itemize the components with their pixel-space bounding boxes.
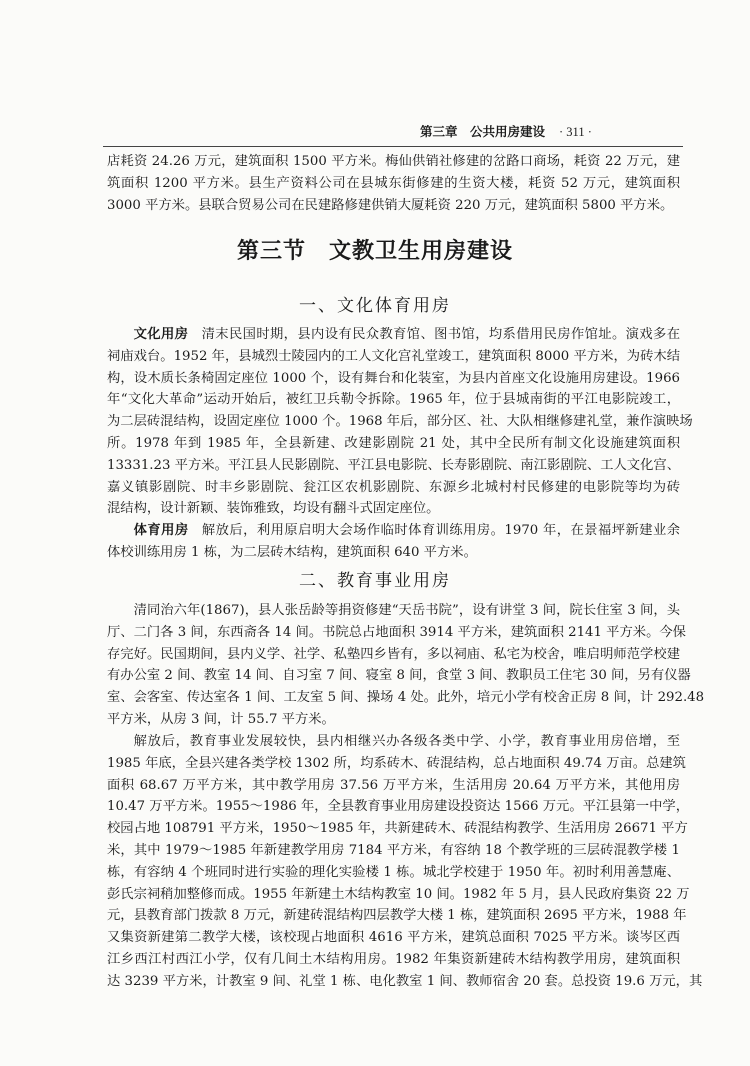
line-text: 元，县教育部门拨款 8 万元，新建砖混结构四层教学大楼 1 栋，建筑面积 2695 平方米，1988 年 — [107, 908, 687, 924]
chapter-title: 第三章 公共用房建设 — [420, 124, 546, 139]
text-line — [107, 709, 680, 731]
line-text: 又集资新建第二教学大楼，该校现占地面积 4616 平方米，建筑总面积 7025 平方米。谈岑区西 — [107, 930, 680, 946]
paragraph-lead: 体育用房 — [133, 523, 189, 538]
text-line — [107, 346, 680, 368]
text-line — [107, 195, 680, 217]
line-text: 存完好。民国期间，县内义学、社学、私塾四乡皆有，多以祠庙、私宅为校舍，唯启明师范学校建 — [107, 646, 680, 662]
paragraph — [107, 520, 680, 564]
text-line — [107, 173, 680, 195]
text-line — [107, 600, 680, 622]
text-line — [107, 971, 703, 993]
text-line — [107, 455, 680, 477]
line-text: 江乡西江村西江小学，仅有几间土木结构用房。1982 年集资新建砖木结构教学用房，建筑面积 — [107, 951, 680, 967]
line-text: 筑面积 1200 平方米。县生产资料公司在县城东街修建的生资大楼，耗资 52 万元，建筑面积 — [107, 175, 680, 191]
line-text: 3000 平方米。县联合贸易公司在民建路修建供销大厦耗资 220 万元，建筑面积 5800 平方米。 — [107, 197, 674, 213]
text-line — [107, 687, 705, 709]
paragraph — [107, 324, 693, 520]
line-text: 栋，有容纳 4 个班同时进行实验的理化实验楼 1 栋。城北学校建于 1950 年。初时利用善慧庵、 — [107, 864, 680, 880]
text-line — [107, 753, 686, 775]
line-text: 解放后，利用原启明大会场作临时体育训练用房。1970 年，在景福坪新建业余 — [201, 523, 680, 538]
line-text: 10.47 万平方米。1955～1986 年，全县教育事业用房建设投资达 1566 万元。平江县第一中学， — [107, 799, 689, 815]
line-text: 体校训练用房 1 栋，为二层砖木结构，建筑面积 640 平方米。 — [107, 544, 477, 560]
page-number: · 311 · — [559, 125, 592, 139]
line-text: 厅、二门各 3 间，东西斋各 14 间。书院总占地面积 3914 平方米，建筑面积 2141 平方米。今保 — [107, 624, 686, 640]
text-line — [107, 862, 680, 884]
text-line — [107, 433, 680, 455]
line-text: 面积 68.67 万平方米，其中教学用房 37.56 万平方米，生活用房 20.64 万平方米，其他用房 — [107, 777, 680, 793]
line-text: 有办公室 2 间、教室 14 间、自习室 7 间、寝室 8 间，食堂 3 间、教职员工住宅 30 间，另有仪器 — [107, 668, 691, 684]
line-text: 彭氏宗祠稍加整修而成。1955 年新建土木结构教室 10 间。1982 年 5 月，县人民政府集资 22 万 — [107, 886, 690, 902]
line-text: 13331.23 平方米。平江县人民影剧院、平江县电影院、长寿影剧院、南江影剧院、工人文化宫、 — [107, 457, 680, 473]
text-line — [107, 411, 693, 433]
running-header — [420, 122, 680, 140]
text-line — [107, 520, 680, 542]
text-line — [107, 905, 687, 927]
paragraph — [107, 151, 680, 216]
text-line — [107, 151, 680, 173]
text-line — [107, 477, 680, 499]
line-text: 年“文化大革命”运动开始后，被红卫兵勒令拆除。1965 年，位于县城南街的平江电影院竣工， — [107, 392, 680, 408]
paragraph — [107, 600, 705, 731]
text-line — [107, 927, 680, 949]
line-text: 混结构，设计新颖、装饰雅致，均设有翻斗式固定座位。 — [107, 501, 440, 517]
subsection-heading: 二、教育事业用房 — [299, 571, 451, 591]
text-line — [107, 884, 690, 906]
line-text: 校园占地 108791 平方米，1950～1985 年，共新建砖木、砖混结构教学、生活用房 26671 平方 — [107, 821, 688, 837]
line-text: 店耗资 24.26 万元，建筑面积 1500 平方米。梅仙供销社修建的岔路口商场，耗资 22 万元，建 — [107, 154, 680, 169]
line-text: 祠庙戏台。1952 年，县城烈士陵园内的工人文化宫礼堂竣工，建筑面积 8000 平方米，为砖木结 — [107, 348, 680, 364]
text-line — [107, 818, 688, 840]
line-text: 为二层砖混结构，设固定座位 1000 个。1968 年后，部分区、社、大队相继修建礼堂，兼作演映场 — [107, 414, 693, 430]
line-text: 达 3239 平方米，计教室 9 间、礼堂 1 栋、电化教室 1 间、教师宿舍 20 套。总投资 19.6 万元，其 — [107, 973, 703, 989]
line-text: 平方米，从房 3 间，计 55.7 平方米。 — [107, 711, 335, 727]
paragraph-lead: 文化用房 — [133, 327, 189, 342]
text-line — [107, 542, 680, 564]
text-line — [107, 622, 686, 644]
line-text: 清同治六年(1867)，县人张岳龄等捐资修建“天岳书院”，设有讲堂 3 间，院长住室 3 间，头 — [133, 603, 680, 618]
text-line — [107, 644, 680, 666]
text-line — [107, 775, 680, 797]
line-text: 1985 年底，全县兴建各类学校 1302 所，均系砖木、砖混结构，总占地面积 49.74 万亩。总建筑 — [107, 755, 686, 771]
paragraph — [107, 731, 703, 993]
text-line — [107, 389, 680, 411]
line-text: 所。1978 年到 1985 年，全县新建、改建影剧院 21 处，其中全民所有制文化设施建筑面积 — [107, 435, 680, 451]
text-line — [107, 840, 680, 862]
line-text: 米，其中 1979～1985 年新建教学用房 7184 平方米，有容纳 18 个教学班的三层砖混教学楼 1 — [107, 842, 680, 858]
line-text: 清末民国时期，县内设有民众教育馆、图书馆，均系借用民房作馆址。演戏多在 — [201, 327, 681, 342]
text-line — [107, 731, 680, 753]
line-text: 构，设木质长条椅固定座位 1000 个，设有舞台和化装室，为县内首座文化设施用房建设。1966 — [107, 370, 680, 386]
text-line — [107, 498, 680, 520]
text-line — [107, 324, 680, 346]
text-line — [107, 665, 691, 687]
text-line — [107, 796, 689, 818]
text-line — [107, 368, 680, 390]
line-text: 嘉义镇影剧院、时丰乡影剧院、瓮江区农机影剧院、东源乡北城村村民修建的电影院等均为砖 — [107, 479, 680, 495]
line-text: 解放后，教育事业发展较快，县内相继兴办各级各类中学、小学，教育事业用房倍增，至 — [133, 734, 680, 749]
text-line — [107, 949, 680, 971]
line-text: 室、会客室、传达室各 1 间、工友室 5 间、操场 4 处。此外，培元小学有校舍正房 8 间，计 292.48 — [107, 690, 705, 706]
header-rule — [103, 146, 683, 147]
section-title: 第三节 文教卫生用房建设 — [236, 239, 513, 264]
subsection-heading: 一、文化体育用房 — [299, 296, 451, 316]
